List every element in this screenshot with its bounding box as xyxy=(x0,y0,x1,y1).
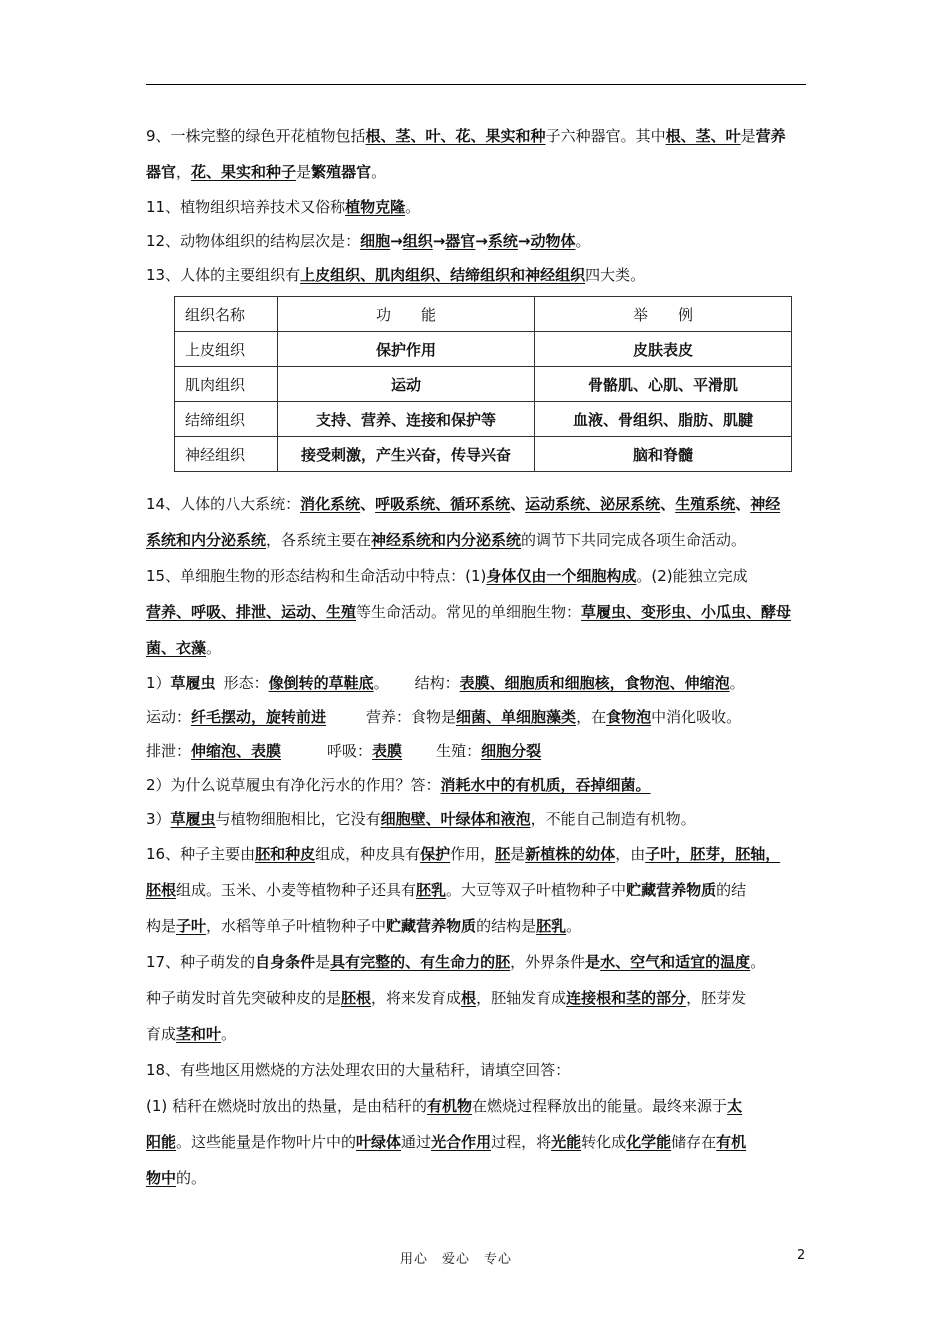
table-header-row xyxy=(175,297,792,332)
table-cell: 运动 xyxy=(278,367,535,402)
table-header-cell: 组织名称 xyxy=(175,297,278,332)
q17-line-2: 种子萌发时首先突破种皮的是胚根，将来发育成根，胚轴发育成连接根和茎的部分，胚芽发 xyxy=(146,989,747,1007)
q13-line: 13、人体的主要组织有上皮组织、肌肉组织、结缔组织和神经组织四大类。 xyxy=(146,266,646,284)
footer-motto: 用心 爱心 专心 xyxy=(400,1252,513,1267)
table-header-cell: 功 能 xyxy=(278,297,535,332)
s1-line-3: 排泄：伸缩泡、表膜 呼吸：表膜 生殖：细胞分裂 xyxy=(146,742,542,760)
table-row xyxy=(175,332,792,367)
q15-line-3: 菌、衣藻。 xyxy=(146,639,222,657)
table-header-cell: 举 例 xyxy=(535,297,792,332)
s3-line: 3）草履虫与植物细胞相比，它没有细胞壁、叶绿体和液泡，不能自己制造有机物。 xyxy=(146,810,696,828)
q18-line-2: (1) 秸秆在燃烧时放出的热量，是由秸秆的有机物在燃烧过程释放出的能量。最终来源于太 xyxy=(146,1097,743,1115)
q15-line-2: 营养、呼吸、排泄、运动、生殖等生命活动。常见的单细胞生物：草履虫、变形虫、小瓜虫、酵母 xyxy=(146,603,792,621)
q18-line-1: 18、有些地区用燃烧的方法处理农田的大量秸秆，请填空回答： xyxy=(146,1061,571,1079)
q9-line-1: 9、一株完整的绿色开花植物包括根、茎、叶、花、果实和种子六种器官。其中根、茎、叶是营养 xyxy=(146,127,786,145)
table-cell: 支持、营养、连接和保护等 xyxy=(278,402,535,437)
q14-line-2: 系统和内分泌系统，各系统主要在神经系统和内分泌系统的调节下共同完成各项生命活动。 xyxy=(146,531,747,549)
s1-line-2: 运动：纤毛摆动，旋转前进 营养：食物是细菌、单细胞藻类，在食物泡中消化吸收。 xyxy=(146,708,742,726)
table-cell: 接受刺激，产生兴奋，传导兴奋 xyxy=(278,437,535,472)
table-cell: 脑和脊髓 xyxy=(535,437,792,472)
q15-line-1: 15、单细胞生物的形态结构和生命活动中特点：(1)身体仅由一个细胞构成。(2)能独立完成 xyxy=(146,567,748,585)
header-rule xyxy=(146,84,806,85)
q16-line-2: 胚根组成。玉米、小麦等植物种子还具有胚乳。大豆等双子叶植物种子中贮藏营养物质的结 xyxy=(146,881,747,899)
table-cell: 肌肉组织 xyxy=(175,367,278,402)
table-cell: 神经组织 xyxy=(175,437,278,472)
table-cell: 结缔组织 xyxy=(175,402,278,437)
page-number: 2 xyxy=(797,1248,806,1263)
q18-line-4: 物中的。 xyxy=(146,1169,207,1187)
document-body xyxy=(146,118,810,1196)
table-row xyxy=(175,402,792,437)
table-row xyxy=(175,437,792,472)
table-row xyxy=(175,367,792,402)
q18-line-3: 阳能。这些能量是作物叶片中的叶绿体通过光合作用过程，将光能转化成化学能储存在有机 xyxy=(146,1133,747,1151)
q16-line-1: 16、种子主要由胚和种皮组成，种皮具有保护作用，胚是新植株的幼体，由子叶，胚芽，胚轴， xyxy=(146,845,781,863)
table-cell: 血液、骨组织、脂肪、肌腱 xyxy=(535,402,792,437)
table-cell: 骨骼肌、心肌、平滑肌 xyxy=(535,367,792,402)
table-cell: 保护作用 xyxy=(278,332,535,367)
tissue-table xyxy=(174,296,792,472)
q17-line-3: 育成茎和叶。 xyxy=(146,1025,237,1043)
q12-line: 12、动物体组织的结构层次是：细胞→组织→器官→系统→动物体。 xyxy=(146,232,591,250)
table-cell: 皮肤表皮 xyxy=(535,332,792,367)
q14-line-1: 14、人体的八大系统：消化系统、呼吸系统、循环系统、运动系统、泌尿系统、生殖系统、神经 xyxy=(146,495,781,513)
s2-line: 2）为什么说草履虫有净化污水的作用？答：消耗水中的有机质，吞掉细菌。 xyxy=(146,776,651,794)
q11-line: 11、植物组织培养技术又俗称植物克隆。 xyxy=(146,198,421,216)
q9-line-2: 器官，花、果实和种子是繁殖器官。 xyxy=(146,163,387,181)
s1-line-1: 1）草履虫 形态：像倒转的草鞋底。 结构：表膜、细胞质和细胞核，食物泡、伸缩泡。 xyxy=(146,674,745,692)
q17-line-1: 17、种子萌发的自身条件是具有完整的、有生命力的胚，外界条件是水、空气和适宜的温度。 xyxy=(146,953,766,971)
table-cell: 上皮组织 xyxy=(175,332,278,367)
q16-line-3: 构是子叶，水稻等单子叶植物种子中贮藏营养物质的结构是胚乳。 xyxy=(146,917,582,935)
